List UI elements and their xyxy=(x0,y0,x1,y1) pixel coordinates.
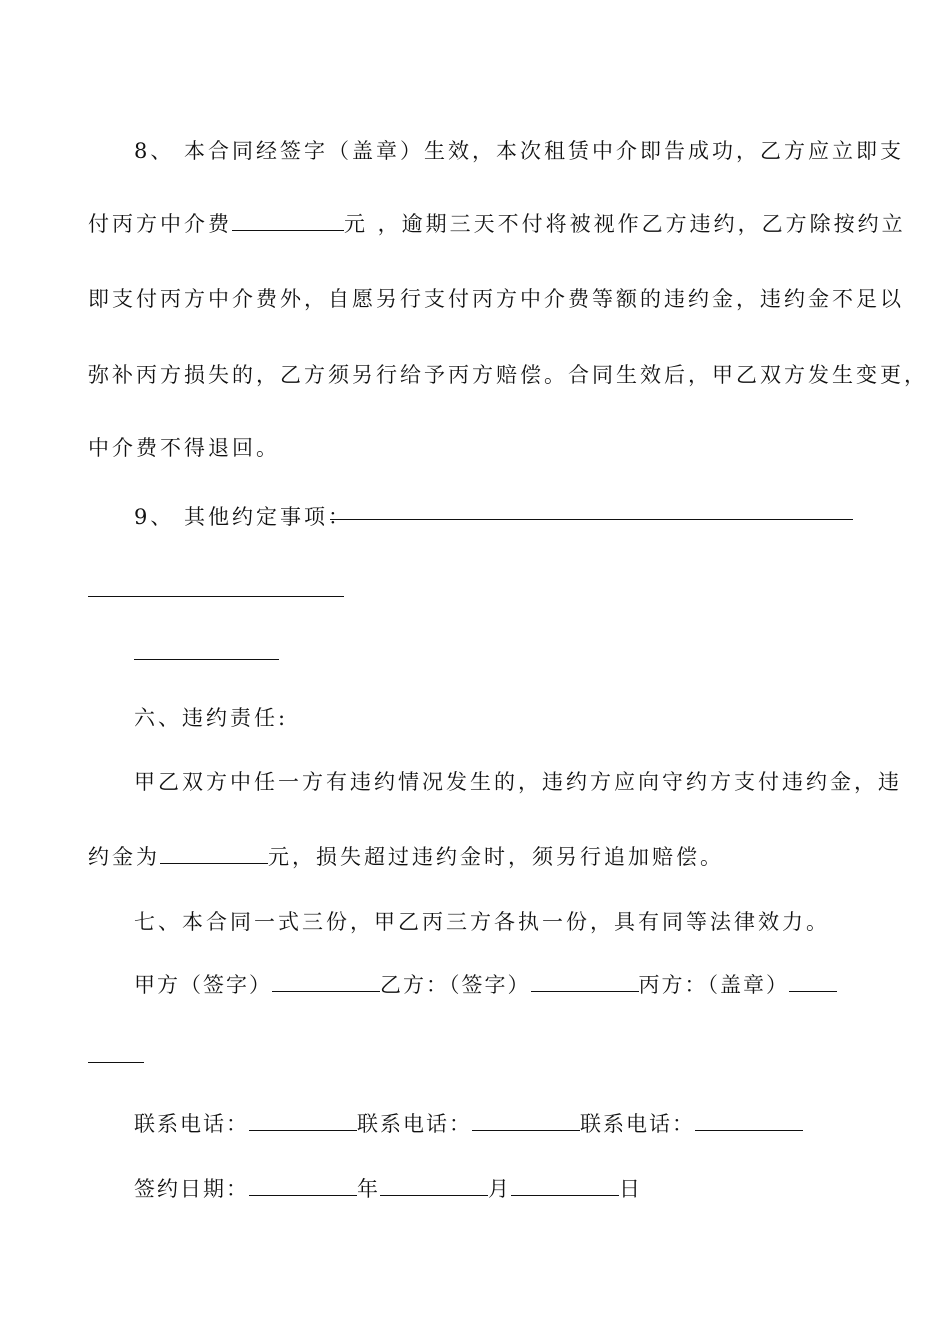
date-line xyxy=(134,1175,642,1203)
clause9-blank-1[interactable] xyxy=(330,519,853,520)
month-blank[interactable] xyxy=(380,1175,488,1196)
party-a-phone-label: 联系电话： xyxy=(134,1112,249,1136)
clause8-line2-text-a: 付丙方中介费 xyxy=(88,212,232,236)
section6-line1-text: 甲乙双方中任一方有违约情况发生的，违约方应向守约方支付违约金，违 xyxy=(134,770,902,794)
party-b-phone-label: 联系电话： xyxy=(357,1112,472,1136)
party-c-seal-blank[interactable] xyxy=(789,971,837,992)
clause8-line4 xyxy=(88,361,928,389)
party-b-signature-label: 乙方：（签字） xyxy=(380,973,531,997)
section7-line xyxy=(134,908,830,936)
day-label: 日 xyxy=(619,1177,642,1201)
clause9-line xyxy=(134,503,352,531)
contacts-line xyxy=(134,1110,803,1138)
section6-line2-text-b: 元，损失超过违约金时，须另行追加赔偿。 xyxy=(268,845,724,869)
clause8-line1-text: 8、 本合同经签字（盖章）生效，本次租赁中介即告成功，乙方应立即支 xyxy=(134,139,905,163)
section6-line2-text-a: 约金为 xyxy=(88,845,160,869)
section6-heading-text: 六、违约责任: xyxy=(134,706,289,730)
agency-fee-blank[interactable] xyxy=(232,210,344,231)
clause9-blank-2[interactable] xyxy=(88,596,344,597)
party-b-signature-blank[interactable] xyxy=(531,971,639,992)
clause8-line2-text-b: 元 ，逾期三天不付将被视作乙方违约，乙方除按约立 xyxy=(344,212,906,236)
party-c-phone-label: 联系电话： xyxy=(580,1112,695,1136)
section6-line2 xyxy=(88,843,724,871)
section6-heading xyxy=(134,704,288,732)
party-b-phone-blank[interactable] xyxy=(472,1110,580,1131)
clause8-line1 xyxy=(134,137,904,165)
clause8-line3-text: 即支付丙方中介费外，自愿另行支付丙方中介费等额的违约金，违约金不足以 xyxy=(88,287,904,311)
signature-line xyxy=(134,971,837,999)
year-blank[interactable] xyxy=(249,1175,357,1196)
party-a-signature-label: 甲方（签字） xyxy=(134,973,272,997)
party-a-phone-blank[interactable] xyxy=(249,1110,357,1131)
clause9-label: 9、 其他约定事项： xyxy=(134,505,353,529)
clause8-line5 xyxy=(88,434,280,462)
month-label: 月 xyxy=(488,1177,511,1201)
section7-text: 七、本合同一式三份，甲乙丙三方各执一份，具有同等法律效力。 xyxy=(134,910,830,934)
section6-line1 xyxy=(134,768,902,796)
party-c-seal-label: 丙方：（盖章） xyxy=(638,973,789,997)
penalty-amount-blank[interactable] xyxy=(160,843,268,864)
clause8-line5-text: 中介费不得退回。 xyxy=(88,436,280,460)
clause8-line3 xyxy=(88,285,904,313)
date-label: 签约日期： xyxy=(134,1177,249,1201)
party-c-seal-blank-continued[interactable] xyxy=(88,1062,144,1063)
party-a-signature-blank[interactable] xyxy=(272,971,380,992)
year-label: 年 xyxy=(357,1177,380,1201)
clause8-line4-text: 弥补丙方损失的，乙方须另行给予丙方赔偿。合同生效后，甲乙双方发生变更， xyxy=(88,363,928,387)
day-blank[interactable] xyxy=(511,1175,619,1196)
clause8-line2 xyxy=(88,210,906,238)
clause9-blank-3[interactable] xyxy=(134,659,279,660)
party-c-phone-blank[interactable] xyxy=(695,1110,803,1131)
